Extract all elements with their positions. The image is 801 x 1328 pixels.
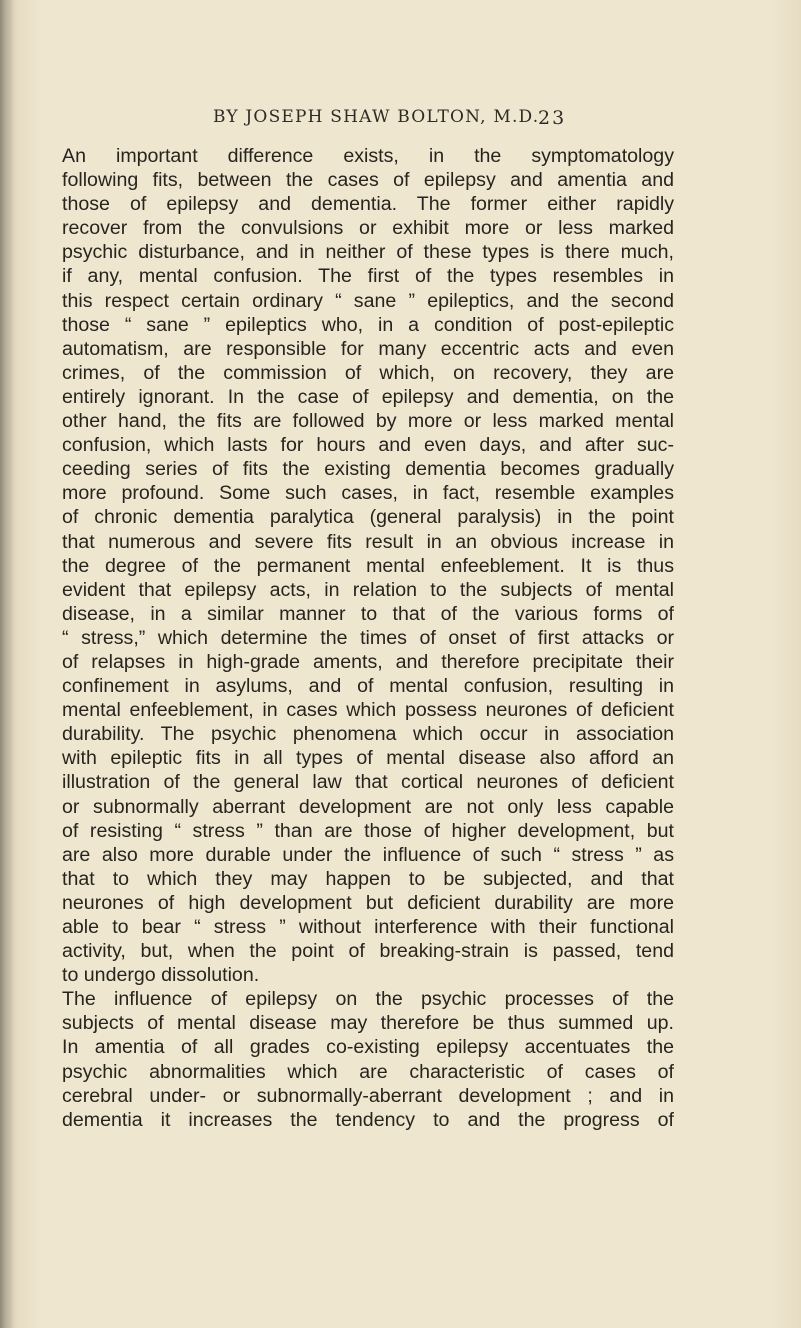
text-line: cerebral under- or subnormally-aberrant development ; and in (62, 1084, 674, 1107)
text-line: psychic abnormalities which are characteristic of cases of (62, 1060, 674, 1083)
paragraph-end-line: to undergo dissolution. (62, 964, 260, 987)
text-line: that numerous and severe fits result in an obvious increase in (62, 530, 674, 553)
page-binding-edge (0, 0, 14, 1328)
text-line: more profound. Some such cases, in fact, resemble examples (62, 482, 674, 505)
text-line: able to bear “ stress ” without interference with their functional (62, 916, 674, 938)
text-line: In amentia of all grades co-existing epilepsy accentuates the (62, 1036, 674, 1059)
text-line: confusion, which lasts for hours and even days, and after suc- (62, 434, 674, 457)
text-line: other hand, the fits are followed by more or less marked mental (62, 410, 674, 433)
text-line: The influence of epilepsy on the psychic processes of the (62, 988, 674, 1011)
text-line: entirely ignorant. In the case of epilepsy and dementia, on the (62, 385, 674, 408)
text-line: durability. The psychic phenomena which occur in association (62, 723, 674, 746)
text-line: mental enfeeblement, in cases which possess neurones of deficient (62, 699, 674, 722)
text-line: those “ sane ” epileptics who, in a condition of post-epileptic (62, 313, 674, 336)
text-line: following fits, between the cases of epilepsy and amentia and (62, 169, 674, 192)
text-line: are also more durable under the influence of such “ stress ” as (62, 843, 674, 866)
text-line: with epileptic fits in all types of mental disease also afford an (62, 747, 674, 770)
text-line: evident that epilepsy acts, in relation to the subjects of mental (62, 578, 674, 601)
text-line: recover from the convulsions or exhibit more or less marked (62, 217, 674, 240)
text-line: that to which they may happen to be subjected, and that (62, 867, 674, 890)
text-line: of chronic dementia paralytica (general paralysis) in the point (62, 506, 674, 529)
text-line: crimes, of the commission of which, on recovery, they are (62, 361, 674, 384)
page-number: 23 (538, 107, 567, 129)
text-line: neurones of high development but deficient durability are more (62, 891, 674, 914)
text-line: psychic disturbance, and in neither of these types is there much, (62, 241, 674, 264)
text-line: the degree of the permanent mental enfeeblement. It is thus (62, 554, 674, 577)
text-line: of relapses in high-grade aments, and therefore precipitate their (62, 650, 674, 673)
body-text (62, 144, 674, 1132)
text-line: if any, mental confusion. The first of the types resembles in (62, 265, 674, 288)
text-line: subjects of mental disease may therefore be thus summed up. (62, 1012, 674, 1035)
text-line: disease, in a similar manner to that of the various forms of (62, 602, 674, 625)
text-line: dementia it increases the tendency to and the progress of (62, 1108, 674, 1131)
text-line: or subnormally aberrant development are not only less capable (62, 795, 674, 818)
text-line: confinement in asylums, and of mental confusion, resulting in (62, 675, 674, 698)
text-line: “ stress,” which determine the times of onset of first attacks or (62, 626, 674, 649)
text-line: illustration of the general law that cortical neurones of deficient (62, 771, 674, 794)
text-line: those of epilepsy and dementia. The former either rapidly (62, 193, 674, 216)
text-line: this respect certain ordinary “ sane ” epileptics, and the second (62, 289, 674, 312)
text-line: automatism, are responsible for many eccentric acts and even (62, 337, 674, 360)
text-line: An important difference exists, in the symptomatology (62, 145, 674, 167)
text-line: of resisting “ stress ” than are those of higher development, but (62, 819, 674, 842)
running-head: BY JOSEPH SHAW BOLTON, M.D. (213, 107, 540, 127)
text-line: activity, but, when the point of breaking-strain is passed, tend (62, 940, 674, 963)
page-header (0, 107, 801, 133)
text-line: ceeding series of fits the existing dementia becomes gradually (62, 458, 674, 481)
